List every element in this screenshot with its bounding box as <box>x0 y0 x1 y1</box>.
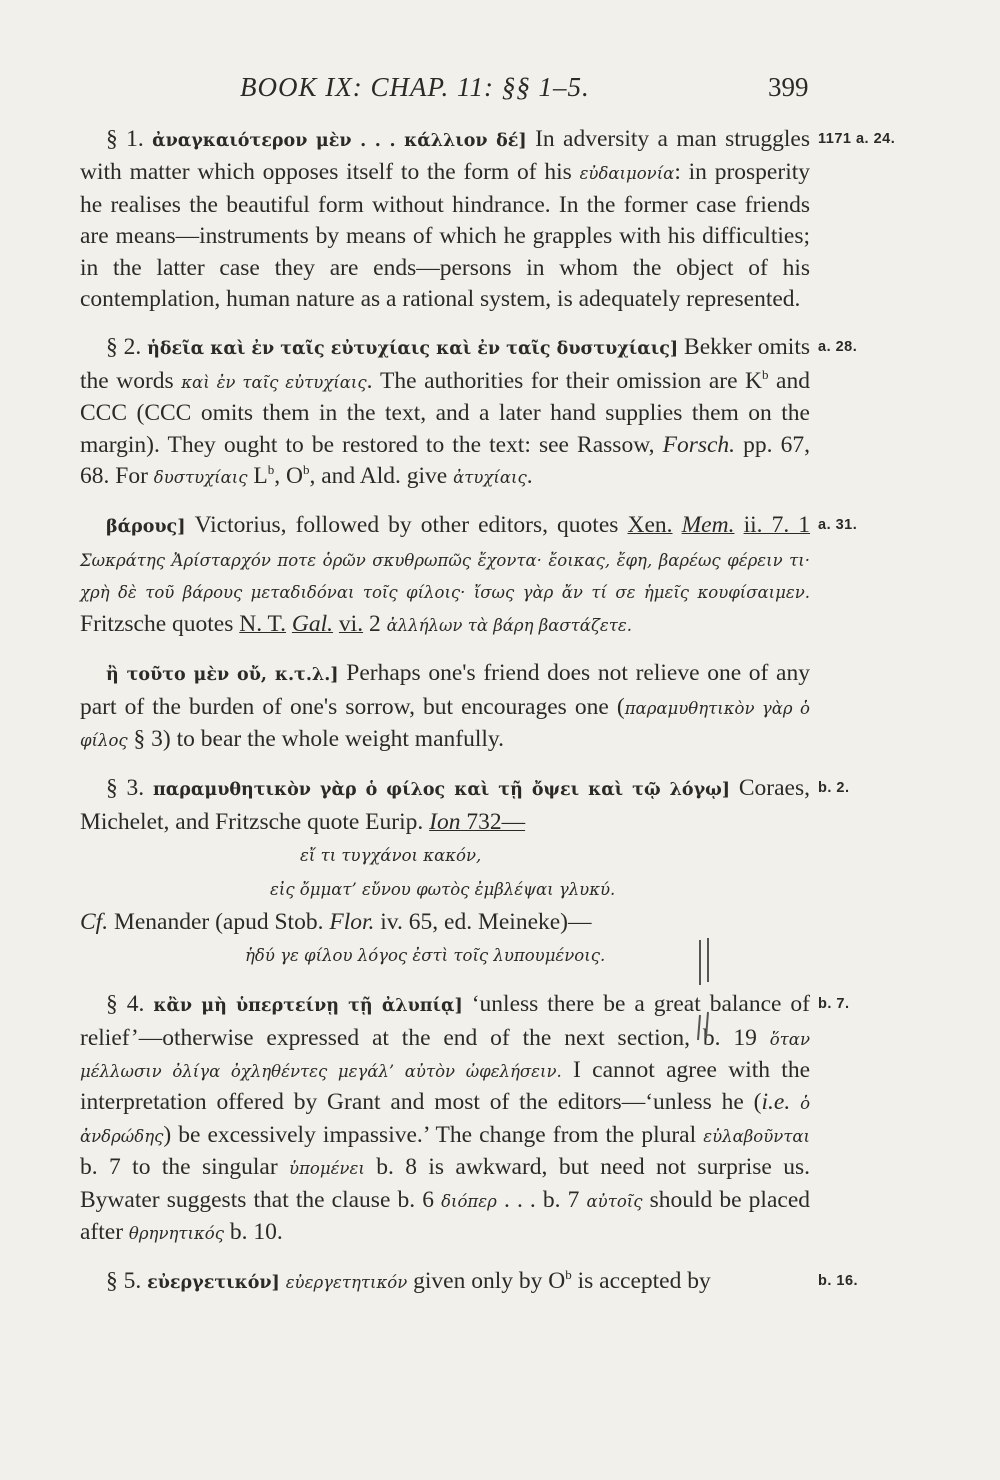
greek-text: δυστυχίαις <box>153 468 248 488</box>
note-section-5 <box>80 1266 859 1299</box>
greek-text: καὶ ἐν ταῖς εὐτυχίαις <box>181 372 367 392</box>
margin-ref: b. 2. <box>818 780 850 797</box>
note-text: b. 8 is awkward, but need not surprise us. Bywater suggests that the clause b. 6 <box>80 1154 810 1213</box>
lemma: κἂν μὴ ὑπερτείνῃ τῇ ἀλυπίᾳ] <box>153 996 463 1017</box>
note-text: 732— <box>460 808 526 835</box>
greek-text: εὐλαβοῦνται <box>703 1126 810 1146</box>
greek-text: παραμυθητικὸν γὰρ ὁ φίλος <box>80 698 810 750</box>
note-text: ) be excessively impassive.’ The change from the plural <box>163 1121 704 1148</box>
note-section-3-text <box>80 773 850 838</box>
commentary-text <box>80 124 896 1317</box>
lemma: εὐεργετικόν] <box>147 1273 280 1294</box>
margin-ref: a. 31. <box>818 517 858 534</box>
note-text: and CCC (CCC omits them in the text, and a later hand supplies them on the margin). They ought to be restored to the text: see Rassow, <box>80 367 810 458</box>
superscript: b <box>267 462 275 478</box>
note-text: given only by O <box>407 1268 566 1295</box>
italic-text: Flor. <box>329 909 375 936</box>
note-text: Perhaps one's friend does not relieve one of any part of the burden of one's sorrow, but encourages one ( <box>80 660 810 720</box>
pencil-marks <box>690 930 730 1050</box>
note-text: Fritzsche quotes <box>80 610 240 637</box>
greek-text: ὅταν μέλλωσιν ὀλίγα ὀχληθέντες μεγάλ’ αὐτὸν ὠφελήσειν. <box>80 1029 810 1081</box>
greek-verse: εἰς ὄμματ’ εὔνου φωτὸς ἐμβλέψαι γλυκύ. <box>270 880 616 900</box>
greek-text: θρηνητικός <box>128 1223 224 1243</box>
greek-text: αὐτοῖς <box>586 1191 643 1211</box>
underlined-ref: Xen. <box>627 512 673 539</box>
section-mark: § 5. <box>106 1268 142 1295</box>
margin-ref: b. 16. <box>818 1273 859 1290</box>
italic-text: Forsch. <box>662 431 736 458</box>
note-section-2 <box>80 332 858 493</box>
note-text: § 3) to bear the whole weight manfully. <box>127 725 504 752</box>
greek-verse: ἡδύ γε φίλου λόγος ἐστὶ τοῖς λυπουμένοις. <box>245 946 606 966</box>
margin-ref: b. 7. <box>818 996 850 1013</box>
greek-text: διόπερ <box>441 1191 497 1211</box>
lemma: ἢ τοῦτο μὲν οὔ, κ.τ.λ.] <box>106 665 339 686</box>
superscript: b <box>565 1267 572 1283</box>
underlined-ref: ii. 7. 1 <box>743 512 811 539</box>
note-barous <box>80 510 858 641</box>
greek-text: ἀτυχίαις <box>453 468 527 488</box>
note-text: L <box>247 463 268 490</box>
superscript: b <box>762 367 769 383</box>
section-mark: § 4. <box>106 991 145 1018</box>
page-number: 399 <box>768 72 809 102</box>
greek-text: ἀλλήλων τὰ βάρη βαστάζετε. <box>386 615 632 635</box>
section-mark: § 2. <box>106 334 142 361</box>
page-header <box>0 72 1000 112</box>
note-text: iv. 65, ed. Meineke)— <box>374 909 592 936</box>
note-text: b. 10. <box>223 1218 283 1245</box>
note-text: . The authorities for their omission are K <box>366 367 763 394</box>
lemma: βάρους] <box>106 517 186 538</box>
margin-ref: a. 28. <box>818 339 858 356</box>
note-text: , O <box>274 463 303 490</box>
greek-text: εὐδαιμονία <box>579 164 675 184</box>
note-text: Menander (apud Stob. <box>108 909 330 936</box>
greek-text: Σωκράτης Ἀρίσταρχόν ποτε ὁρῶν σκυθρωπῶς ἔχοντα· ἔοικας, ἔφη, βαρέως φέρειν τι· χρὴ δὲ τοῦ βάρους μεταδιδόναι τοῖς φίλοις· ἴσως γὰρ ἄν τί σε ἡμεῖς κουφίσαιμεν. <box>80 550 810 603</box>
greek-verse: εἴ τι τυγχάνοι κακόν, <box>300 846 482 866</box>
lemma: ἡδεῖα καὶ ἐν ταῖς εὐτυχίαις καὶ ἐν ταῖς δυστυχίαις] <box>147 339 679 360</box>
pencil-stroke <box>698 938 708 1040</box>
italic-text: i.e. <box>761 1089 791 1116</box>
lemma: ἀναγκαιότερον μὲν . . . κάλλιον δέ] <box>152 131 527 151</box>
note-text: should be placed after <box>80 1186 810 1245</box>
note-section-1 <box>80 124 896 315</box>
greek-text: ὑπομένει <box>289 1159 365 1179</box>
section-mark: § 1. <box>106 126 144 152</box>
note-text: . <box>526 463 533 490</box>
note-text: ‘unless there be a great balance of relief’—otherwise expressed at the end of the next section, b. 19 <box>80 991 811 1051</box>
note-text: Victorius, followed by other editors, quotes <box>185 512 628 539</box>
underlined-ref: vi. <box>338 610 364 637</box>
greek-text: ὁ ἀνδρώδης <box>80 1094 811 1146</box>
note-text: is accepted by <box>571 1268 711 1295</box>
note-text <box>673 512 682 538</box>
underlined-ref: N. T. <box>239 610 287 637</box>
verse-line <box>80 872 810 906</box>
verse-line <box>80 838 810 872</box>
note-text: , and Ald. give <box>309 463 454 490</box>
note-text: Bekker omits the words <box>80 334 810 394</box>
section-mark: § 3. <box>106 775 145 802</box>
superscript: b <box>302 462 310 478</box>
note-text <box>790 1089 800 1115</box>
italic-text: Ion <box>429 808 461 835</box>
note-text: pp. 67, 68. For <box>80 431 810 490</box>
italic-text: Cf. <box>80 909 109 936</box>
note-text: Coraes, Michelet, and Fritzsche quote Eurip. <box>80 775 810 835</box>
lemma: παραμυθητικὸν γὰρ ὁ φίλος καὶ τῇ ὄψει καὶ τῷ λόγῳ] <box>153 780 731 801</box>
margin-ref: 1171 a. 24. <box>818 131 896 147</box>
running-head: BOOK IX: CHAP. 11: §§ 1–5. <box>240 72 590 102</box>
note-text: I cannot agree with the interpretation offered by Grant and most of the editors—‘unless he ( <box>80 1056 810 1116</box>
note-text: In adversity a man struggles with matter which opposes itself to the form of his <box>80 126 811 186</box>
greek-text: εὐεργετητικόν <box>285 1273 408 1293</box>
italic-text: Gal. <box>291 610 334 637</box>
italic-text: Mem. <box>681 512 735 539</box>
note-text: b. 7 to the singular <box>80 1154 290 1181</box>
note-e-touto <box>80 658 810 756</box>
note-text: : in prosperity he realises the beautiful form without hindrance. In the former case friends are means—instruments by means of which he grapples with his difficulties; in the latter case they are ends—persons in whom the object of his contemplation, human nature as a rational system, is adequately represented. <box>80 159 810 313</box>
note-text: 2 <box>363 610 387 637</box>
note-text: . . . b. 7 <box>496 1186 587 1213</box>
